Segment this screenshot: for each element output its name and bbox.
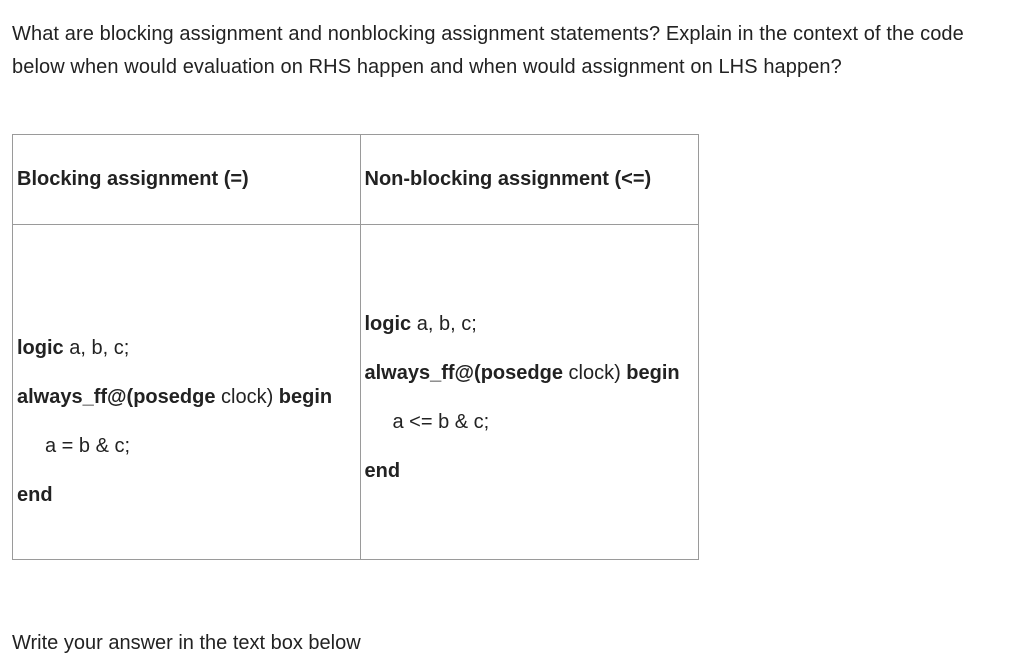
nonblocking-line-always: always_ff@(posedge clock) begin <box>364 362 680 384</box>
nonblocking-code-cell <box>360 225 699 560</box>
blocking-code-cell <box>13 225 361 560</box>
blocking-line-assign: a = b & c; <box>45 435 131 457</box>
answer-instruction: Write your answer in the text box below <box>12 632 361 654</box>
nonblocking-line-end: end <box>364 460 401 482</box>
nonblocking-line-declare: logic a, b, c; <box>364 313 477 335</box>
header-blocking: Blocking assignment (=) <box>13 135 361 225</box>
blocking-line-declare: logic a, b, c; <box>17 337 130 359</box>
question-text: What are blocking assignment and nonblocking assignment statements? Explain in the context of the code below when would evaluation on RHS happen and when would assignment on LHS happen? <box>12 23 964 78</box>
header-nonblocking: Non-blocking assignment (<=) <box>360 135 699 225</box>
blocking-line-end: end <box>17 484 53 506</box>
comparison-table <box>12 134 699 560</box>
blocking-line-always: always_ff@(posedge clock) begin <box>17 386 333 408</box>
table-header-row <box>13 135 699 225</box>
nonblocking-line-assign: a <= b & c; <box>392 411 490 433</box>
table-code-row <box>13 225 699 560</box>
